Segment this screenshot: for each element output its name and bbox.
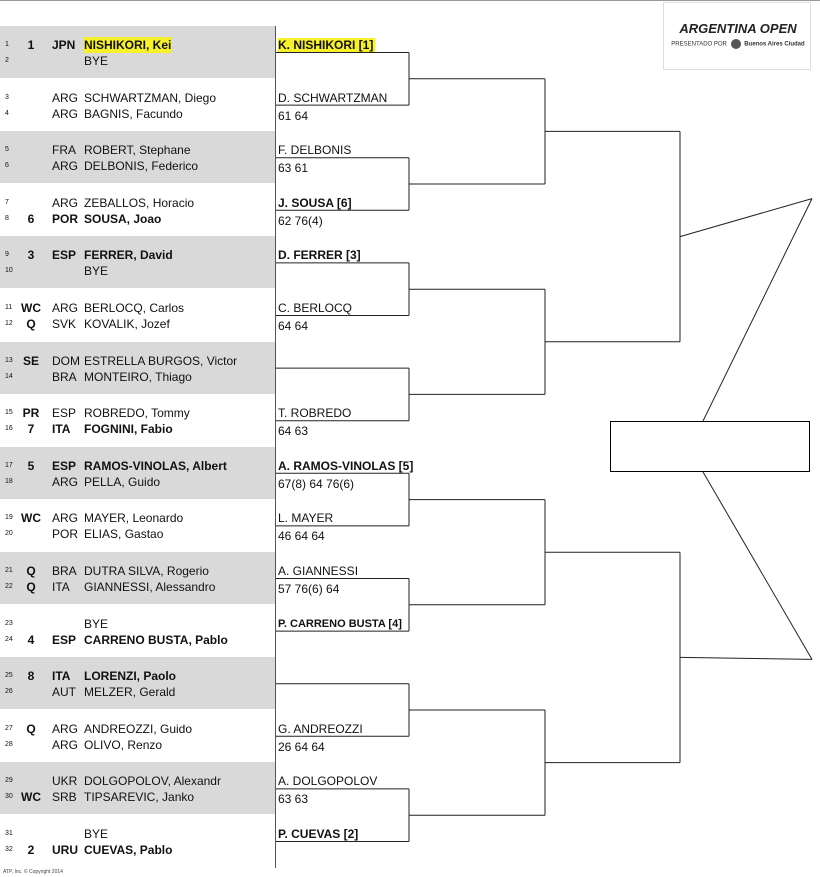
draw-position: 5 — [5, 146, 9, 154]
draw-position: 30 — [5, 793, 13, 801]
nationality: UKR — [52, 774, 78, 789]
round2-score: 62 76(4) — [278, 213, 323, 228]
nationality: ARG — [52, 301, 79, 315]
final-line-bottom — [680, 657, 812, 659]
player-name: ZEBALLOS, Horacio — [84, 195, 195, 210]
seed-label: WC — [21, 301, 41, 315]
player-name: DUTRA SILVA, Rogerio — [84, 564, 209, 578]
nationality: POR — [52, 527, 79, 542]
nationality: ITA — [52, 669, 71, 684]
seed-label: Q — [26, 317, 36, 331]
player-name: CARRENO BUSTA, Pablo — [84, 632, 228, 647]
round2-player-name: L. MAYER — [278, 511, 334, 526]
draw-position: 7 — [5, 198, 9, 206]
player-name: SOUSA, Joao — [84, 211, 162, 226]
draw-position: 21 — [5, 567, 13, 574]
player-name: BYE — [84, 264, 109, 279]
draw-position: 2 — [5, 57, 9, 64]
nationality: ARG — [52, 721, 79, 736]
draw-position: 18 — [5, 477, 13, 485]
seed-label: Q — [26, 580, 36, 594]
nationality: ARG — [52, 474, 79, 489]
round2-player-name: A. RAMOS-VINOLAS [5] — [278, 458, 414, 473]
round2-player-name: C. BERLOCQ — [278, 301, 353, 315]
round2-score: 61 64 — [278, 108, 309, 123]
player-name: MAYER, Leonardo — [84, 511, 184, 526]
nationality: FRA — [52, 143, 76, 158]
draw-position: 29 — [5, 777, 13, 785]
draw-position: 24 — [5, 635, 13, 643]
draw-position: 26 — [5, 688, 13, 696]
nationality: ARG — [52, 195, 79, 210]
draw-position: 14 — [5, 372, 13, 380]
logo-title: ARGENTINA OPEN — [679, 21, 797, 36]
seed-label: WC — [21, 790, 41, 805]
draw-position: 13 — [5, 356, 13, 364]
nationality: URU — [52, 843, 78, 857]
draw-position: 32 — [5, 846, 13, 853]
round2-score: 57 76(6) 64 — [278, 582, 340, 596]
player-name: ELIAS, Gastao — [84, 527, 164, 542]
seed-label: Q — [26, 721, 36, 736]
nationality: ESP — [52, 458, 77, 473]
round2-player-name: A. GIANNESSI — [278, 564, 359, 578]
logo-subtitle-left: PRESENTADO POR — [671, 41, 727, 48]
seed-label: 2 — [27, 843, 35, 857]
player-name: BYE — [84, 54, 109, 68]
draw-position: 23 — [5, 619, 13, 627]
player-name: TIPSAREVIC, Janko — [84, 790, 195, 805]
draw-position: 12 — [5, 320, 13, 327]
final-diagonal-top — [703, 199, 812, 421]
seed-label: 4 — [27, 632, 35, 647]
player-name: SCHWARTZMAN, Diego — [84, 90, 217, 105]
player-name: BYE — [84, 616, 109, 631]
player-name: BAGNIS, Facundo — [84, 106, 183, 121]
nationality: AUT — [52, 685, 76, 700]
seed-label: 7 — [27, 422, 35, 437]
round2-player-name: A. DOLGOPOLOV — [278, 774, 378, 789]
draw-position: 10 — [5, 267, 13, 275]
draw-position: 20 — [5, 530, 13, 538]
seed-label: PR — [22, 406, 40, 421]
player-name: FOGNINI, Fabio — [84, 422, 173, 437]
player-name: BYE — [84, 827, 109, 841]
nationality: ESP — [52, 406, 77, 421]
seed-label: SE — [22, 353, 39, 368]
nationality: JPN — [52, 38, 76, 52]
draw-position: 9 — [5, 251, 9, 259]
nationality: ARG — [52, 90, 79, 105]
round2-score: 63 63 — [278, 792, 309, 807]
draw-position: 27 — [5, 724, 13, 732]
player-name: CUEVAS, Pablo — [84, 843, 173, 857]
nationality: ESP — [52, 248, 77, 263]
nationality: ARG — [52, 511, 79, 526]
nationality: SVK — [52, 317, 77, 331]
nationality: ITA — [52, 422, 71, 437]
player-name: KOVALIK, Jozef — [84, 317, 170, 331]
player-name: GIANNESSI, Alessandro — [84, 580, 216, 594]
round2-score: 64 64 — [278, 319, 309, 333]
round2-score: 46 64 64 — [278, 529, 325, 544]
round2-score: 63 61 — [278, 161, 309, 176]
seed-label: 3 — [27, 248, 35, 263]
player-name: FERRER, David — [84, 248, 173, 263]
copyright-footer: ATP, Inc. © Copyright 2014 — [3, 869, 63, 875]
seed-label: 5 — [27, 458, 35, 473]
round2-player-name: P. CARRENO BUSTA [4] — [278, 617, 402, 630]
nationality: ITA — [52, 580, 70, 594]
player-name: LORENZI, Paolo — [84, 669, 177, 684]
round2-player-name: D. SCHWARTZMAN — [278, 90, 388, 105]
round2-score: 64 63 — [278, 424, 309, 439]
nationality: ARG — [52, 737, 79, 752]
seed-label: Q — [26, 564, 36, 578]
round2-player-name: P. CUEVAS [2] — [278, 827, 359, 841]
round2-player-name: F. DELBONIS — [278, 143, 352, 158]
player-name: ESTRELLA BURGOS, Victor — [84, 353, 238, 368]
nationality: SRB — [52, 790, 77, 805]
nationality: DOM — [52, 353, 80, 368]
player-name: ROBERT, Stephane — [84, 143, 191, 158]
logo-subtitle-right: Buenos Aires Ciudad — [744, 41, 805, 48]
nationality: ARG — [52, 159, 79, 174]
final-diagonal-bottom — [703, 472, 812, 659]
champion-box — [610, 421, 810, 472]
nationality: ESP — [52, 632, 77, 647]
draw-position: 25 — [5, 672, 13, 680]
draw-position: 19 — [5, 514, 13, 522]
draw-position: 3 — [5, 93, 9, 101]
player-name: MONTEIRO, Thiago — [84, 369, 192, 384]
round2-player-name: G. ANDREOZZI — [278, 721, 363, 736]
round2-score: 67(8) 64 76(6) — [278, 476, 355, 491]
draw-position: 31 — [5, 830, 13, 837]
player-name: DELBONIS, Federico — [84, 159, 199, 174]
nationality: ARG — [52, 106, 79, 121]
player-name: RAMOS-VINOLAS, Albert — [84, 458, 227, 473]
draw-position: 15 — [5, 409, 13, 417]
final-line-top — [680, 199, 812, 237]
seed-label: 1 — [27, 38, 35, 52]
player-name: MELZER, Gerald — [84, 685, 176, 700]
draw-position: 16 — [5, 425, 13, 433]
draw-position: 1 — [5, 41, 9, 48]
player-name: PELLA, Guido — [84, 474, 161, 489]
draw-position: 28 — [5, 740, 13, 748]
draw-position: 11 — [5, 304, 13, 311]
seed-label: 6 — [27, 211, 35, 226]
nationality: POR — [52, 211, 79, 226]
player-name: OLIVO, Renzo — [84, 737, 163, 752]
draw-position: 8 — [5, 214, 9, 222]
player-name: ROBREDO, Tommy — [84, 406, 190, 421]
round2-player-name: D. FERRER [3] — [278, 248, 361, 263]
round2-player-name: K. NISHIKORI [1] — [278, 38, 374, 52]
player-name: NISHIKORI, Kei — [84, 38, 172, 52]
round2-score: 26 64 64 — [278, 739, 325, 754]
round2-player-name: T. ROBREDO — [278, 406, 352, 421]
draw-position: 6 — [5, 162, 9, 170]
seed-label: 8 — [27, 669, 35, 684]
player-name: ANDREOZZI, Guido — [84, 721, 193, 736]
player-name: BERLOCQ, Carlos — [84, 301, 185, 315]
draw-position: 22 — [5, 583, 13, 590]
nationality: BRA — [52, 369, 77, 384]
draw-position: 17 — [5, 461, 13, 469]
nationality: BRA — [52, 564, 77, 578]
draw-position: 4 — [5, 109, 9, 117]
seed-label: WC — [21, 511, 41, 526]
player-name: DOLGOPOLOV, Alexandr — [84, 774, 221, 789]
round2-player-name: J. SOUSA [6] — [278, 195, 352, 210]
